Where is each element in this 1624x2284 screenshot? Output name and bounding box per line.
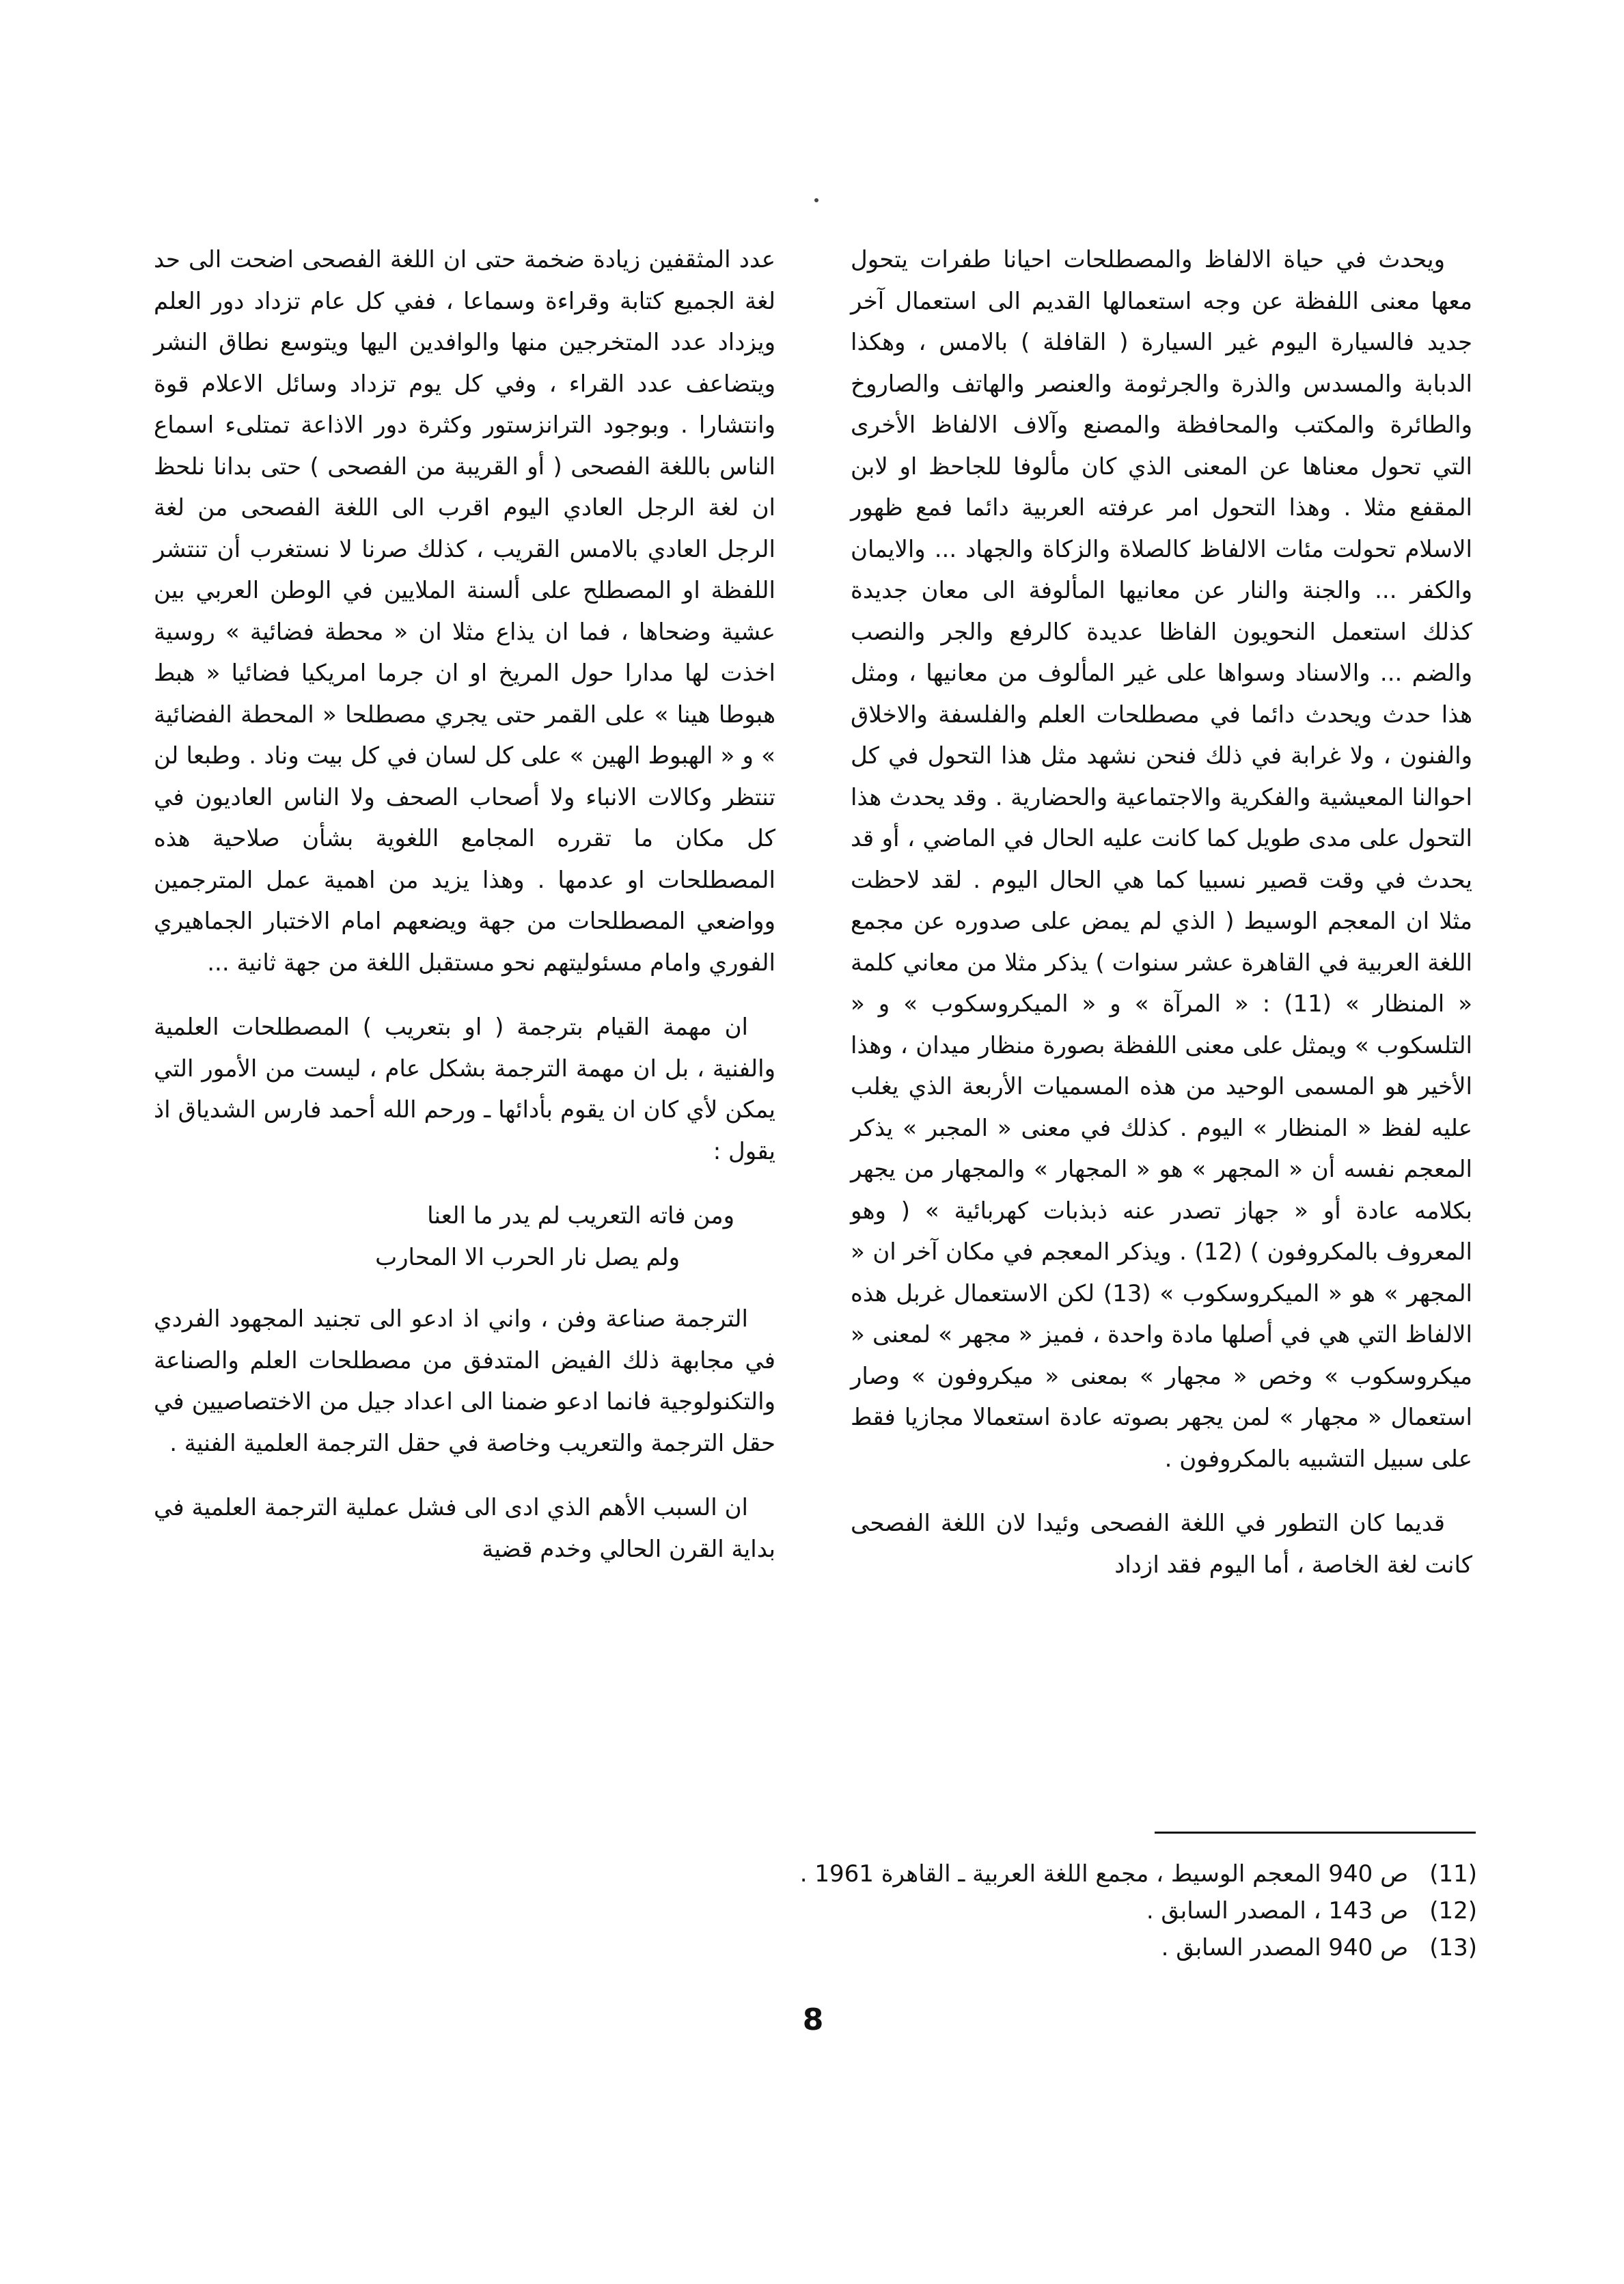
left-column (154, 239, 775, 1570)
footnote-number: (11) (1429, 1860, 1477, 1888)
footnote-13 (384, 1929, 1477, 1966)
poem-line-first: ومن فاته التعريب لم يدر ما العنا (427, 1202, 734, 1229)
paragraph-main-cause: ان السبب الأهم الذي ادى الى فشل عملية الترجمة العلمية في بداية القرن الحالي وخدم قضية (154, 1494, 775, 1563)
footnote-11 (384, 1855, 1477, 1892)
paragraph-translation-craft: الترجمة صناعة وفن ، واني اذ ادعو الى تجنيد المجهود الفردي في مجابهة ذلك الفيض المتدفق من مصطلحات العلم والصناعة والتكنولوجية فانما ادعو ضمنا الى اعداد جيل من الاختصاصيين في حقل الترجمة والتعريب وخاصة في حقل الترجمة العلمية الفنية . (154, 1305, 775, 1457)
page-number: 8 (802, 2002, 824, 2037)
footnote-12 (384, 1892, 1477, 1929)
paragraph-classical-development: قديما كان التطور في اللغة الفصحى وئيدا لان اللغة الفصحى كانت لغة الخاصة ، أما اليوم فقد ازداد (851, 1510, 1472, 1579)
poem-quote (154, 1195, 775, 1278)
paragraph-semantic-shift: ويحدث في حياة الالفاظ والمصطلحات احيانا طفرات يتحول معها معنى اللفظة عن وجه استعمالها القديم الى استعمال آخر جديد فالسيارة اليوم غير السيارة ( القافلة ) بالامس ، وهكذا الدبابة والمسدس والذرة والجرثومة والعنصر والهاتف والصاروخ والطائرة والمكتب والمحافظة والمصنع وآلاف الالفاظ الأخرى التي تحول معناها عن المعنى الذي كان مألوفا للجاحظ او لابن المقفع مثلا . وهذا التحول امر عرفته العربية دائما فمع ظهور الاسلام تحولت مئات الالفاظ كالصلاة والزكاة والجهاد ... والايمان والكفر ... والجنة والنار عن معانيها المألوفة الى معان جديدة كذلك استعمل النحويون الفاظا عديدة كالرفع والجر والنصب والضم ... والاسناد وسواها على غير المألوف من معانيها ، ومثل هذا حدث ويحدث دائما في مصطلحات العلم والفلسفة والاخلاق والفنون ، ولا غرابة في ذلك فنحن نشهد مثل هذا التحول في كل احوالنا المعيشية والفكرية والاجتماعية والحضارية . وقد يحدث هذا التحول على مدى طويل كما كانت عليه الحال في الماضي ، أو قد يحدث في وقت قصير نسبيا كما هي الحال اليوم . لقد لاحظت مثلا ان المعجم الوسيط ( الذي لم يمض على صدوره عن مجمع اللغة العربية في القاهرة عشر سنوات ) يذكر مثلا من معاني كلمة « المنظار » (11) : « المرآة » و « الميكروسكوب » و « التلسكوب » ويمثل على معنى اللفظة بصورة منظار ميدان ، وهذا الأخير هو المسمى الوحيد من هذه المسميات الأربعة الذي يغلب عليه لفظ « المنظار » اليوم . كذلك في معنى « المجبر » يذكر المعجم نفسه أن « المجهر » هو « المجهار » والمجهار من يجهر بكلامه عادة أو « جهاز تصدر عنه ذبذبات كهربائية » ( وهو المعروف بالمكروفون ) (12) . ويذكر المعجم في مكان آخر ان « المجهر » هو « الميكروسكوب » (13) لكن الاستعمال غربل هذه الالفاظ التي هي في أصلها مادة واحدة ، فميز « مجهر » لمعنى « ميكروسكوب » وخص « مجهار » بمعنى « ميكروفون » وصار استعمال « مجهار » لمن يجهر بصوته عادة استعمالا مجازيا فقط على سبيل التشبيه بالمكروفون . (851, 246, 1473, 1473)
paragraph-translation-task: ان مهمة القيام بترجمة ( او بتعريب ) المصطلحات العلمية والفنية ، بل ان مهمة الترجمة بشكل عام ، ليست من الأمور التي يمكن لأي كان ان يقوم بأدائها ـ ورحم الله أحمد فارس الشدياق اذ يقول : (154, 1014, 775, 1165)
paragraph-educated-readers: عدد المثقفين زيادة ضخمة حتى ان اللغة الفصحى اضحت الى حد لغة الجميع كتابة وقراءة وسماعا ، ففي كل عام تزداد دور العلم ويزداد عدد المتخرجين منها والوافدين اليها ويتوسع نطاق النشر ويتضاعف عدد القراء ، وفي كل يوم تزداد وسائل الاعلام قوة وانتشارا . وبوجود الترانزستور وكثرة دور الاذاعة تمتلىء اسماع الناس باللغة الفصحى ( أو القريبة من الفصحى ) حتى بدانا نلحظ ان لغة الرجل العادي اليوم اقرب الى اللغة الفصحى من لغة الرجل العادي بالامس القريب ، كذلك صرنا لا نستغرب أن تنتشر اللفظة او المصطلح على ألسنة الملايين في الوطن العربي بين عشية وضحاها ، فما ان يذاع مثلا ان « محطة فضائية » روسية اخذت لها مدارا حول المريخ او ان جرما امريكيا فضائيا « هبط هبوطا هينا » على القمر حتى يجري مصطلحا « المحطة الفضائية » و « الهبوط الهين » على كل لسان في كل بيت وناد . وطبعا لن تنتظر وكالات الانباء ولا أصحاب الصحف ولا الناس العاديون في كل مكان ما تقرره المجامع اللغوية بشأن صلاحية هذه المصطلحات او عدمها . وهذا يزيد من اهمية عمل المترجمين وواضعي المصطلحات من جهة ويضعهم امام الاختبار الجماهيري الفوري وامام مسئوليتهم نحو مستقبل اللغة من جهة ثانية ... (154, 246, 775, 977)
right-column (851, 239, 1472, 1586)
footnote-number: (12) (1429, 1897, 1477, 1925)
footnote-text: ص 143 ، المصدر السابق . (1146, 1897, 1409, 1925)
footnote-separator (1155, 1832, 1476, 1834)
scan-speck (814, 198, 818, 202)
poem-line-second: ولم يصل نار الحرب الا المحارب (375, 1243, 680, 1271)
footnotes (384, 1855, 1477, 1966)
footnote-text: ص 940 المعجم الوسيط ، مجمع اللغة العربية ـ القاهرة 1961 . (799, 1860, 1409, 1888)
footnote-text: ص 940 المصدر السابق . (1161, 1934, 1409, 1961)
footnote-number: (13) (1429, 1934, 1477, 1961)
